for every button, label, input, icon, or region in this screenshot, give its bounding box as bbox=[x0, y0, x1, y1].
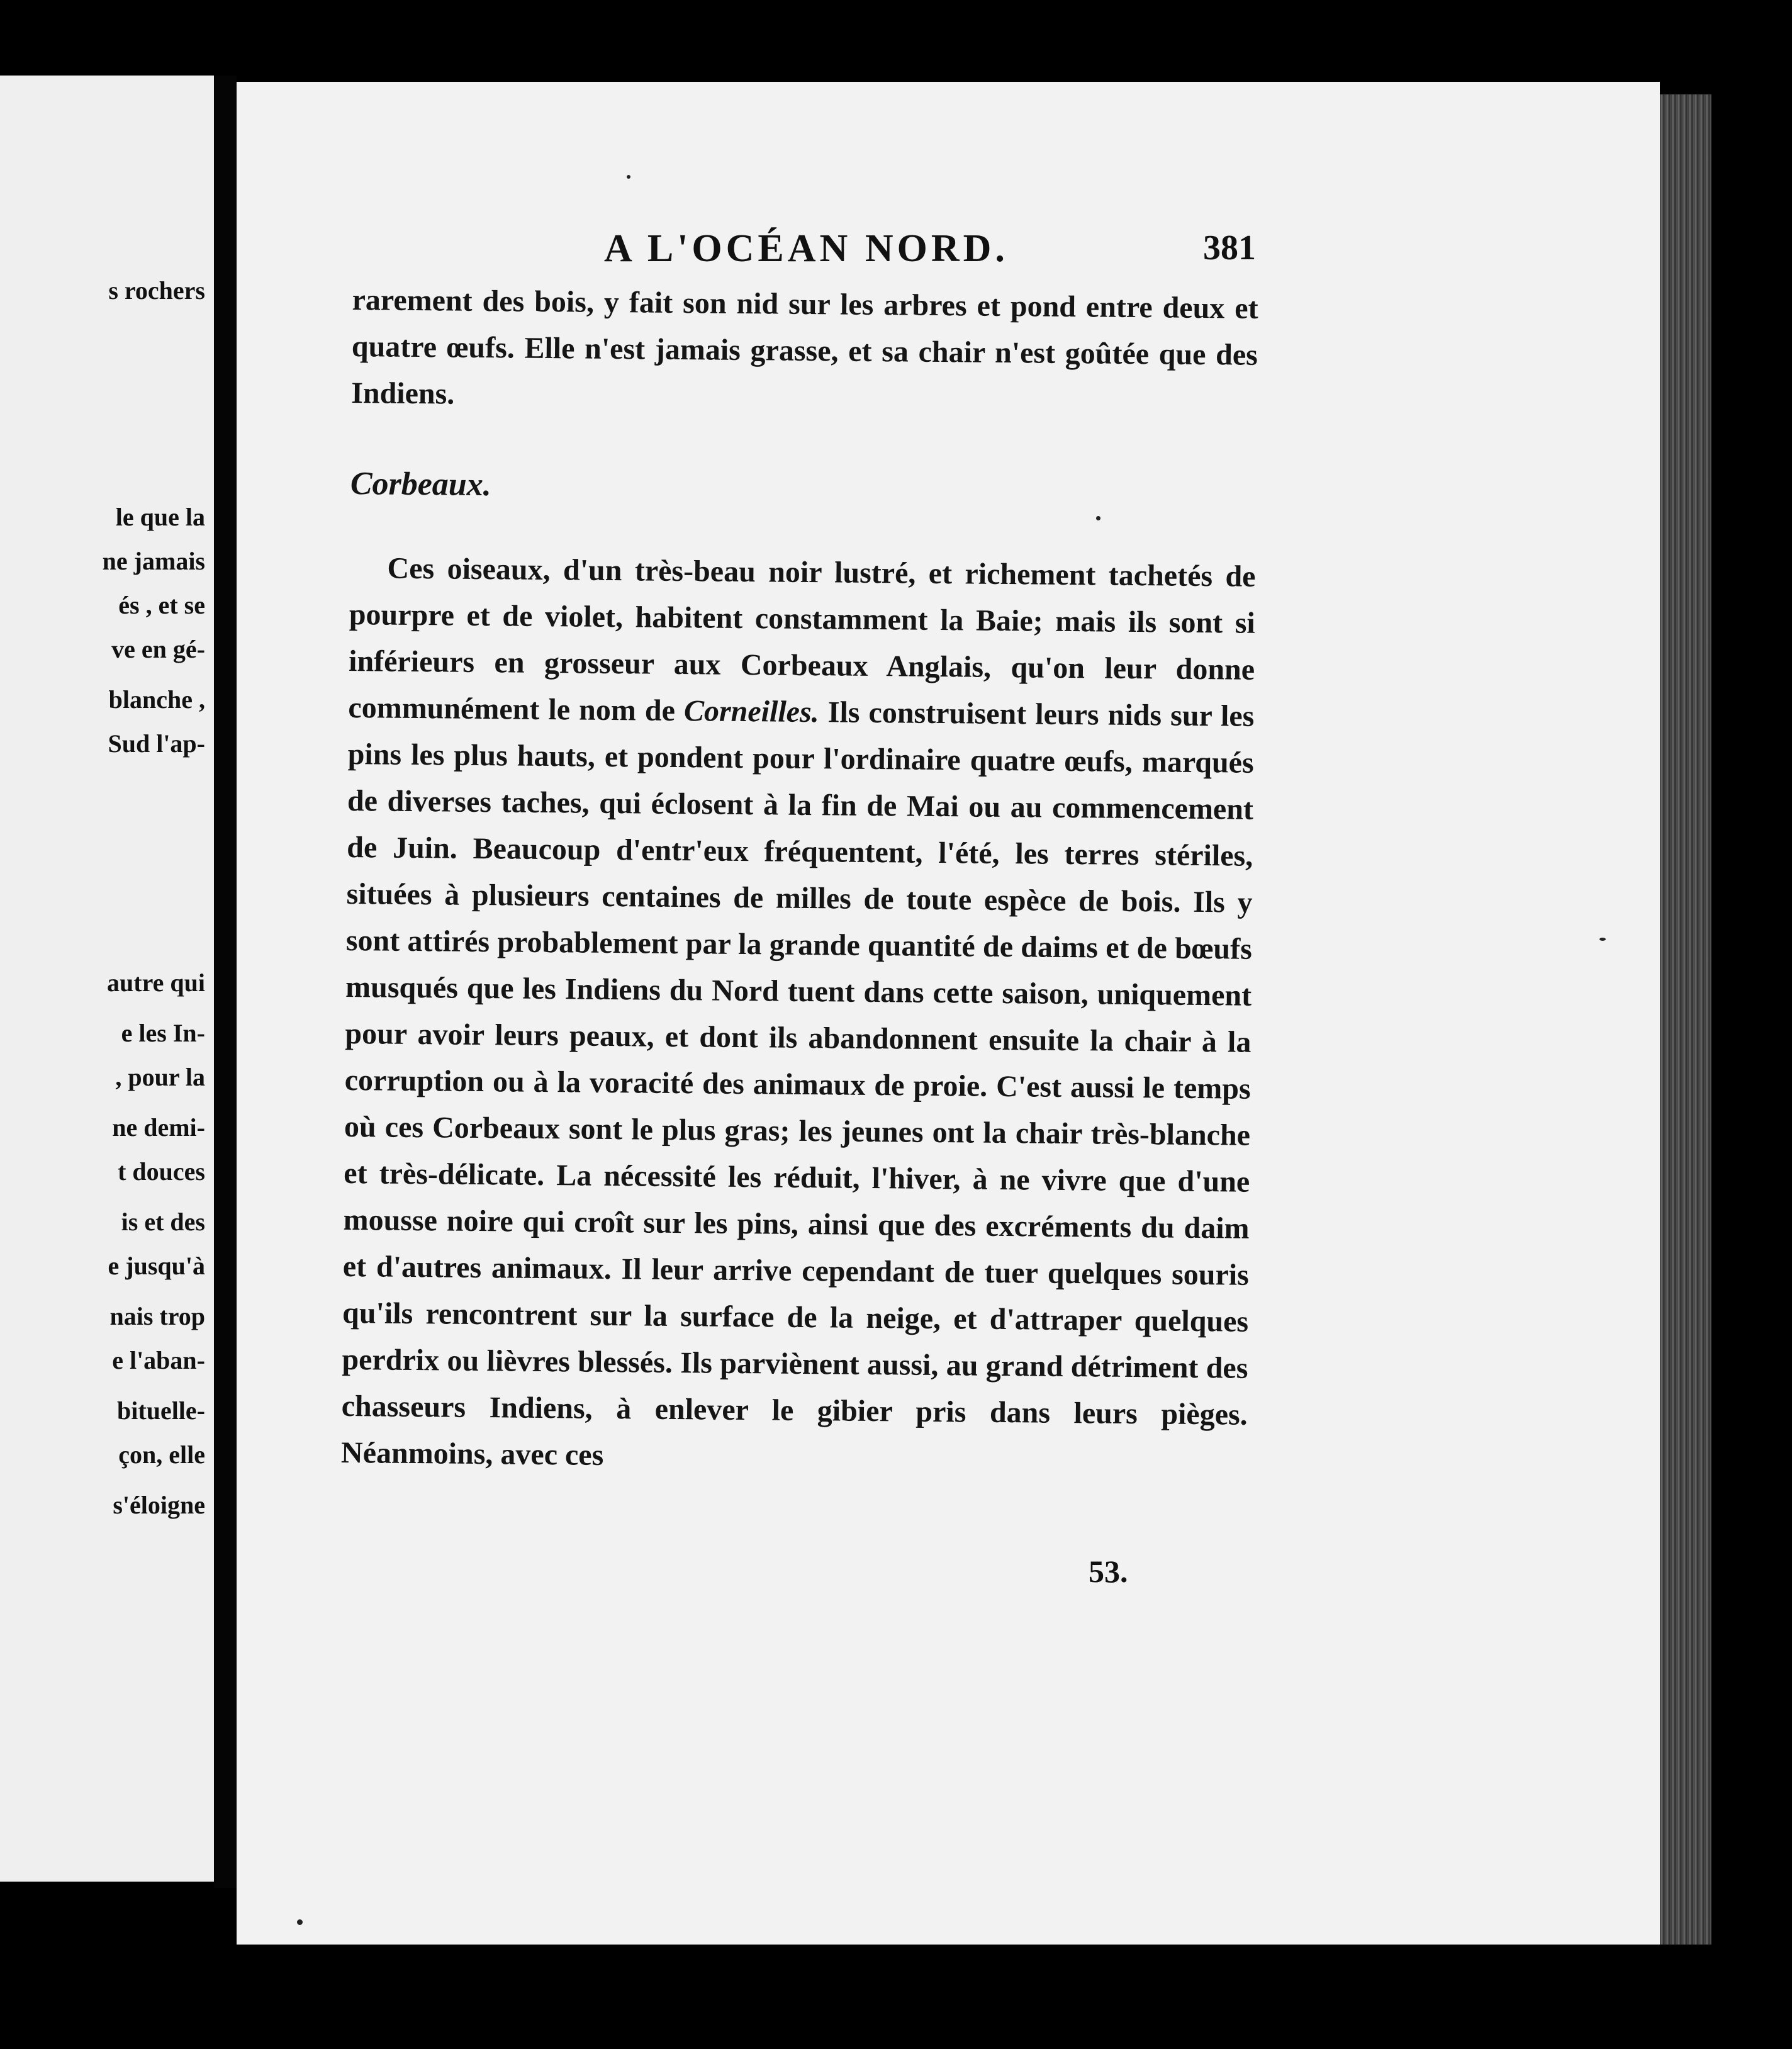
page-number: 381 bbox=[1203, 228, 1256, 267]
left-page-fragment: s'éloigne bbox=[113, 1491, 205, 1519]
left-page-fragment: is et des bbox=[121, 1208, 205, 1236]
left-page-fragment: e jusqu'à bbox=[108, 1252, 205, 1280]
left-page-fragment: le que la bbox=[115, 503, 205, 531]
left-page-fragment: és , et se bbox=[118, 591, 205, 619]
page-edges bbox=[1660, 94, 1711, 1945]
left-page-fragment: t douces bbox=[118, 1157, 205, 1186]
book-gutter bbox=[214, 76, 237, 1888]
left-page-fragment: s rochers bbox=[108, 276, 205, 305]
body-text bbox=[341, 277, 1258, 1485]
left-page-fragment: Sud l'ap- bbox=[108, 729, 205, 758]
left-page bbox=[0, 76, 214, 1882]
left-page-fragment: e l'aban- bbox=[112, 1346, 205, 1374]
paragraph-text: Ils construisent leurs nids sur les pins les plus hauts, et pondent pour l'ordinaire quatre œufs, marqués de diverses taches, qui éclosent à la fin de Mai ou au commencement de Juin. Beaucoup d'entr'eux fréquentent, l'été, les terres stériles, situées à plusieurs centaines de milles de toute espèce de bois. Ils y sont attirés probablement par la grande quantité de daims et de bœufs musqués que les Indiens du Nord tuent dans cette saison, uniquement pour avoir leurs peaux, et dont ils abandonnent ensuite la chair à la corruption ou à la voracité des animaux de proie. C'est aussi le temps où ces Corbeaux sont le plus gras; les jeunes ont la chair très-blanche et très-délicate. La nécessité les réduit, l'hiver, à ne vivre que d'une mousse noire qui croît sur les pins, ainsi que des excréments du daim et d'autres animaux. Il leur arrive cependant de tuer quelques souris qu'ils rencontrent sur la surface de la neige, et d'attraper quelques perdrix ou lièvres blessés. Ils parviènent aussi, au grand détriment des chasseurs Indiens, à enlever le gibier pris dans leurs pièges. Néanmoins, avec ces bbox=[340, 695, 1255, 1472]
main-paragraph bbox=[341, 545, 1256, 1485]
left-page-fragment: e les In- bbox=[121, 1019, 205, 1047]
left-page-fragment: ne jamais bbox=[102, 547, 205, 575]
left-page-fragment: nais trop bbox=[109, 1302, 205, 1330]
left-page-fragment: çon, elle bbox=[118, 1440, 205, 1469]
continuation-paragraph: rarement des bois, y fait son nid sur les arbres et pond entre deux et quatre œufs. Elle n'est jamais grasse, et sa chair n'est goûtée que des Indiens. bbox=[350, 283, 1258, 411]
section-title: Corbeaux. bbox=[350, 465, 492, 503]
italic-term: Corneilles. bbox=[683, 694, 819, 729]
running-head: A L'OCÉAN NORD. bbox=[604, 227, 1009, 270]
left-page-fragment: blanche , bbox=[108, 685, 205, 714]
ink-speck bbox=[297, 1919, 303, 1925]
paragraph-text: Ces oiseaux, d'un très-beau noir lustré, et richement tachetés de pourpre et de violet, habitent constamment la Baie; mais ils sont si inférieurs en grosseur aux Corbeaux Anglais, qu'on leur donne communément le nom de bbox=[348, 551, 1256, 727]
left-page-fragment: , pour la bbox=[115, 1063, 205, 1091]
left-page-fragment: ne demi- bbox=[112, 1113, 205, 1142]
left-page-fragment: bituelle- bbox=[117, 1396, 205, 1425]
ink-speck bbox=[627, 175, 630, 179]
left-page-fragment: ve en gé- bbox=[111, 635, 205, 663]
ink-speck bbox=[1599, 938, 1606, 941]
left-page-fragment: autre qui bbox=[107, 968, 205, 997]
signature-mark: 53. bbox=[1089, 1554, 1128, 1589]
